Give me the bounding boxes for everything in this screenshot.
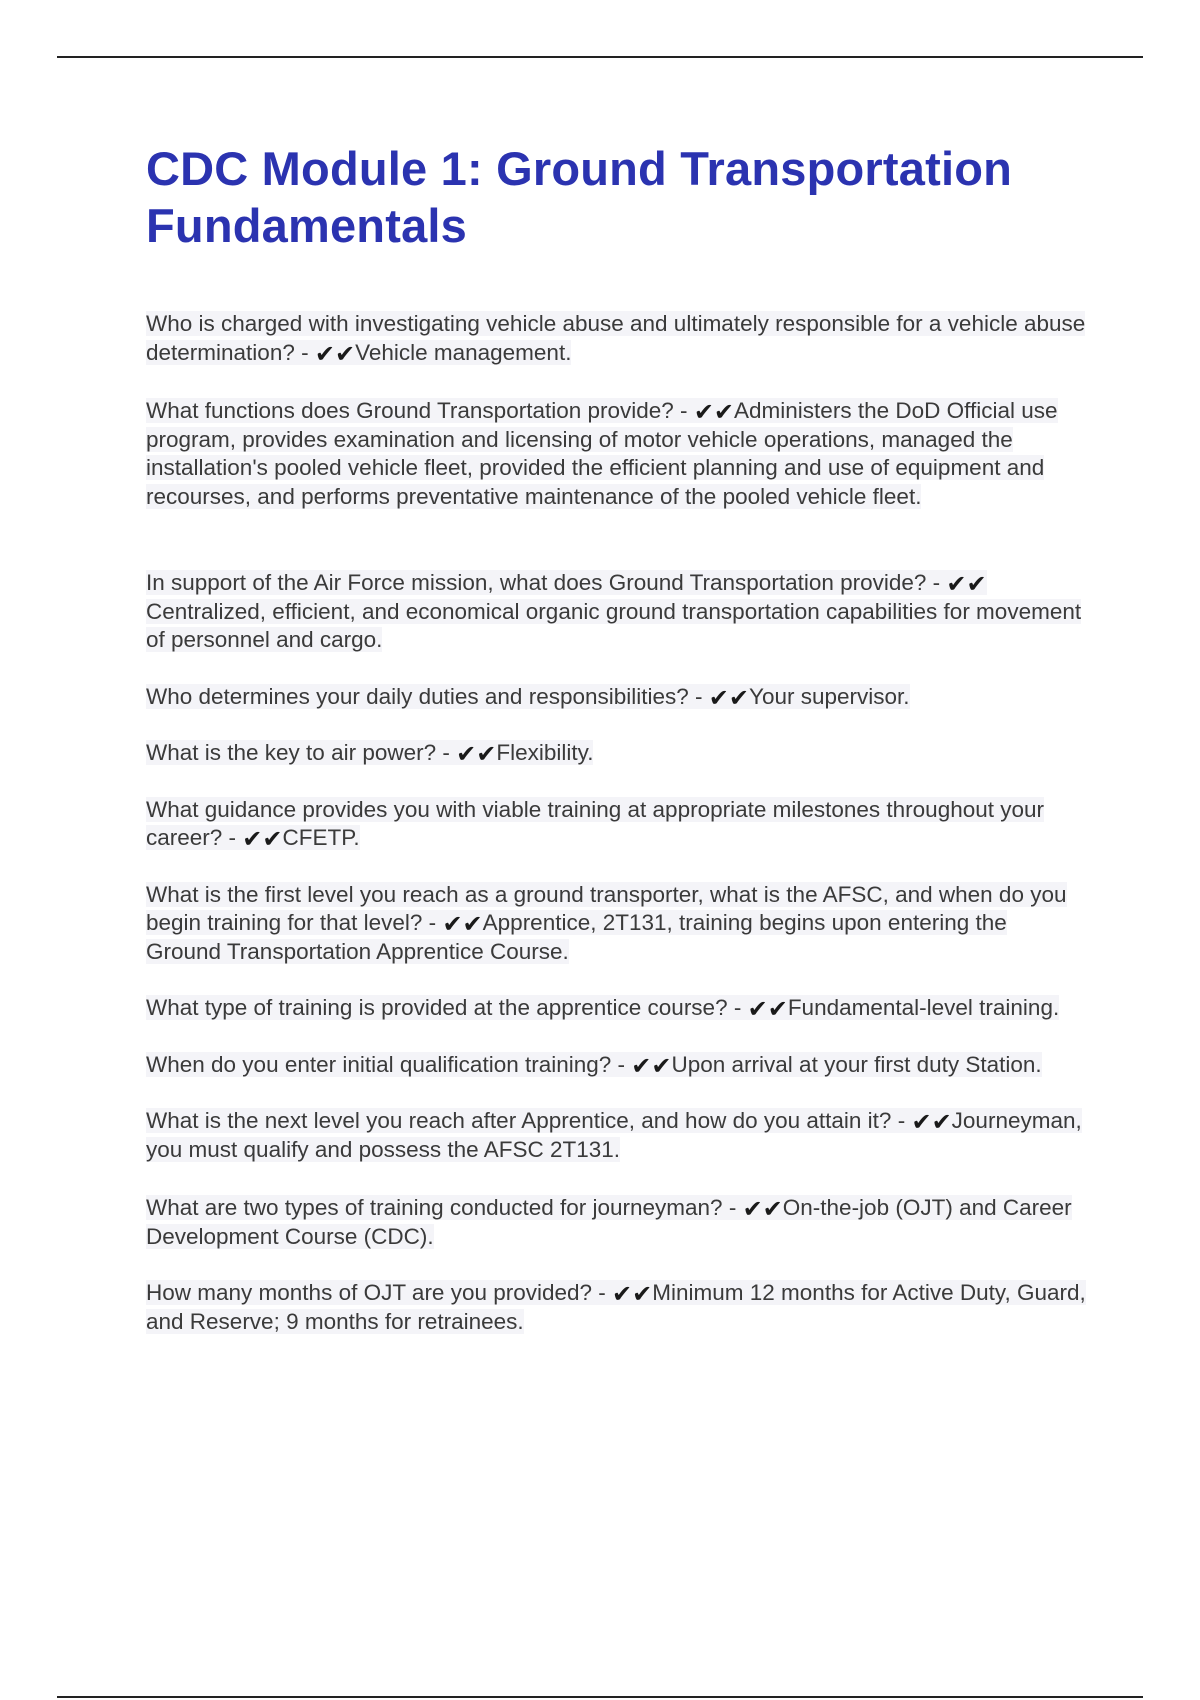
question-text: Who determines your daily duties and responsibilities? - xyxy=(146,683,709,709)
answer-text: Journeyman, you must qualify and possess the AFSC 2T131. xyxy=(146,1108,1082,1162)
answer-text: Administers the DoD Official use program, provides examination and licensing of motor vehicle operations, managed the installation's pooled vehicle fleet, provided the efficient planning and use of equipment and recourses, and performs preventative maintenance of the pooled vehicle fleet. xyxy=(146,398,1058,509)
question-text: What is the next level you reach after Apprentice, and how do you attain it? - xyxy=(146,1108,912,1133)
qa-item-4 xyxy=(146,683,1086,712)
double-check-icon: ✔✔ xyxy=(442,910,483,938)
answer-text: On-the-job (OJT) and Career Development Course (CDC). xyxy=(146,1195,1072,1249)
qa-item-10 xyxy=(146,1107,1086,1164)
footer-rule xyxy=(57,1696,1143,1698)
double-check-icon: ✔✔ xyxy=(456,740,497,768)
qa-item-2 xyxy=(146,397,1086,511)
qa-item-7 xyxy=(146,881,1086,967)
double-check-icon: ✔✔ xyxy=(693,398,735,426)
qa-item-1 xyxy=(146,310,1086,367)
question-text: In support of the Air Force mission, what does Ground Transportation provide? - xyxy=(146,570,947,595)
double-check-icon: ✔✔ xyxy=(708,683,749,712)
qa-item-11 xyxy=(146,1194,1086,1251)
answer-text: CFETP. xyxy=(282,825,360,850)
header-rule xyxy=(57,56,1143,58)
question-text: How many months of OJT are you provided? - xyxy=(146,1280,613,1305)
qa-item-6 xyxy=(146,796,1086,853)
qa-item-12 xyxy=(146,1279,1086,1336)
document-title: CDC Module 1: Ground Transportation Fundamentals xyxy=(146,142,1013,252)
question-text: What is the first level you reach as a ground transporter, what is the AFSC, and when do you begin training for that level? - xyxy=(146,881,1067,935)
qa-list xyxy=(146,310,1086,1336)
question-text: When do you enter initial qualification training? - xyxy=(146,1051,632,1077)
double-check-icon: ✔✔ xyxy=(314,339,356,368)
qa-item-8 xyxy=(146,994,1086,1023)
question-text: What guidance provides you with viable training at appropriate milestones throughout your career? - xyxy=(146,796,1045,850)
question-text: Who is charged with investigating vehicle abuse and ultimately responsible for a vehicle abuse determination? - xyxy=(146,311,1086,365)
answer-text: Your supervisor. xyxy=(749,683,910,709)
double-check-icon: ✔✔ xyxy=(911,1108,952,1136)
double-check-icon: ✔✔ xyxy=(747,995,788,1023)
qa-item-3 xyxy=(146,569,1086,655)
answer-text: Centralized, efficient, and economical organic ground transportation capabilities for movement of personnel and cargo. xyxy=(146,598,1082,652)
answer-text: Apprentice, 2T131, training begins upon entering the Ground Transportation Apprentice Course. xyxy=(146,910,1007,964)
answer-text: Upon arrival at your first duty Station. xyxy=(671,1051,1042,1077)
page-content xyxy=(146,140,1086,1336)
qa-item-5 xyxy=(146,739,1086,768)
answer-text: Flexibility. xyxy=(496,740,594,765)
double-check-icon: ✔✔ xyxy=(742,1195,783,1223)
double-check-icon: ✔✔ xyxy=(946,570,987,598)
answer-text: Fundamental-level training. xyxy=(787,995,1060,1020)
double-check-icon: ✔✔ xyxy=(612,1280,653,1308)
double-check-icon: ✔✔ xyxy=(242,825,283,853)
answer-text: Minimum 12 months for Active Duty, Guard, and Reserve; 9 months for retrainees. xyxy=(146,1280,1086,1334)
question-text: What is the key to air power? - xyxy=(146,740,457,765)
question-text: What type of training is provided at the apprentice course? - xyxy=(146,995,748,1020)
question-text: What functions does Ground Transportation provide? - xyxy=(146,398,694,423)
question-text: What are two types of training conducted for journeyman? - xyxy=(146,1195,743,1220)
double-check-icon: ✔✔ xyxy=(631,1051,672,1080)
qa-item-9 xyxy=(146,1051,1086,1080)
answer-text: Vehicle management. xyxy=(355,339,572,365)
